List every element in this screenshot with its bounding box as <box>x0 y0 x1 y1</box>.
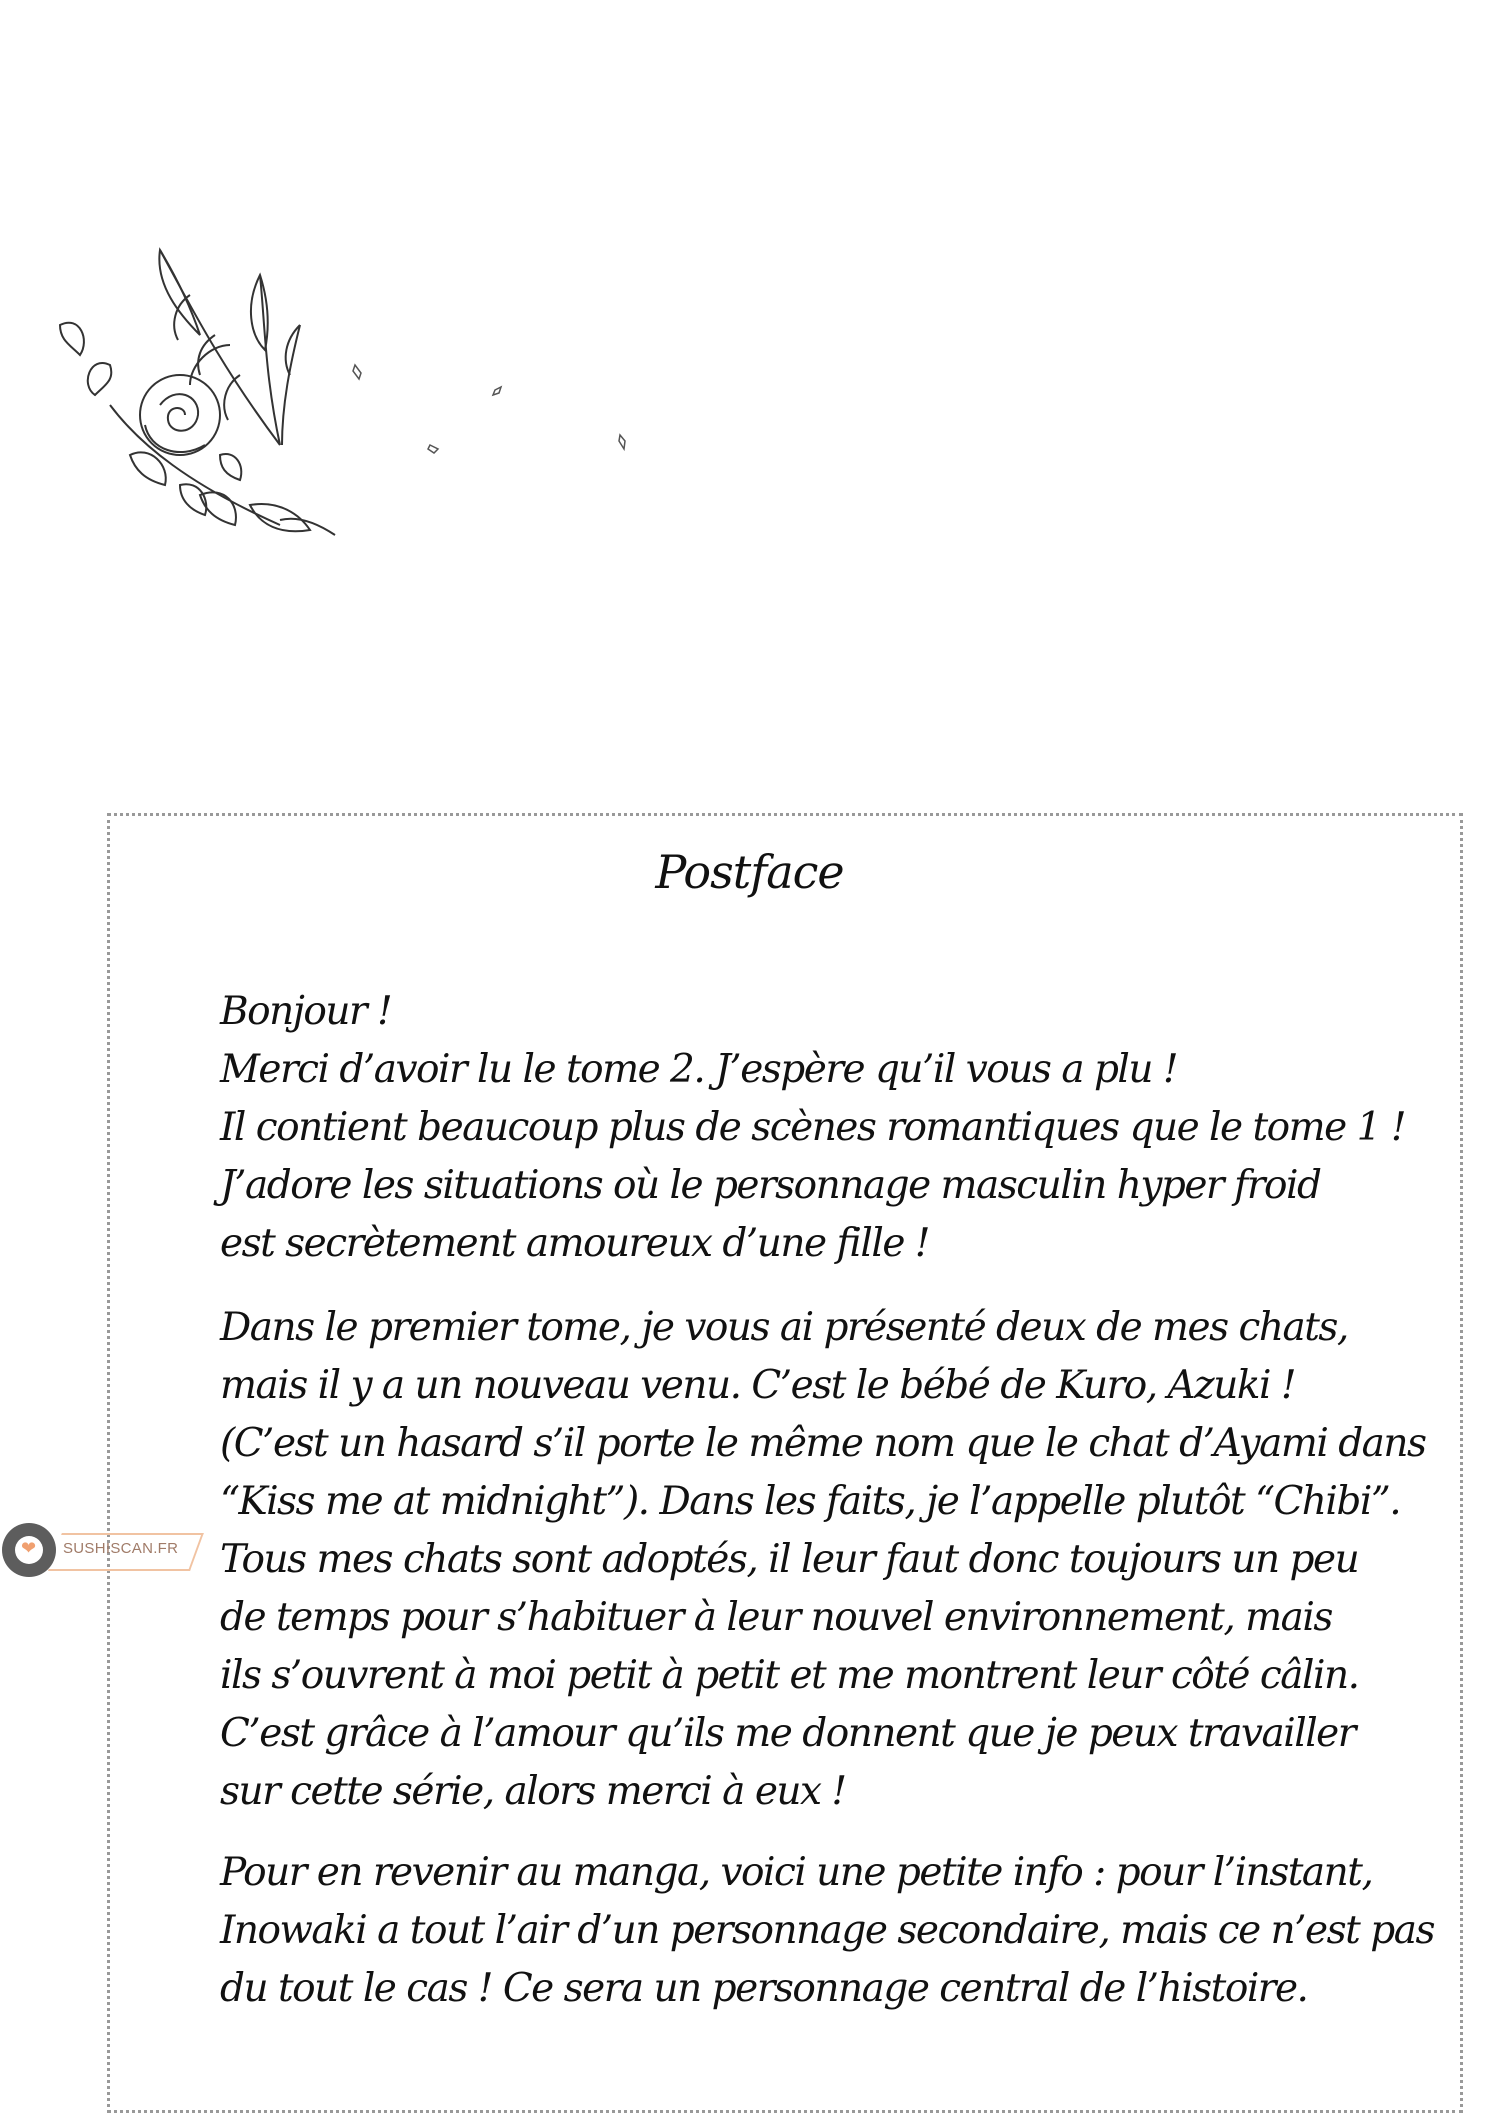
text-line: Tous mes chats sont adoptés, il leur faut donc toujours un peu <box>220 1537 1359 1582</box>
page-title: Postface <box>655 845 844 899</box>
text-line: Il contient beaucoup plus de scènes romantiques que le tome 1 ! <box>220 1105 1405 1150</box>
text-line: “Kiss me at midnight”). Dans les faits, je l’appelle plutôt “Chibi”. <box>220 1479 1401 1524</box>
text-line: de temps pour s’habituer à leur nouvel environnement, mais <box>220 1595 1332 1640</box>
text-line: Dans le premier tome, je vous ai présenté deux de mes chats, <box>220 1305 1348 1350</box>
text-line: Bonjour ! <box>220 989 392 1034</box>
text-line: J’adore les situations où le personnage masculin hyper froid <box>220 1163 1321 1208</box>
text-line: Merci d’avoir lu le tome 2. J’espère qu’il vous a plu ! <box>220 1047 1178 1092</box>
heart-icon: ❤ <box>21 1538 37 1559</box>
text-line: Pour en revenir au manga, voici une petite info : pour l’instant, <box>220 1850 1373 1895</box>
text-line: sur cette série, alors merci à eux ! <box>220 1769 846 1814</box>
rose-illustration <box>50 245 650 575</box>
paragraph-3 <box>220 1844 1434 2018</box>
paragraph-1 <box>220 983 1405 1273</box>
text-line: Inowaki a tout l’air d’un personnage secondaire, mais ce n’est pas <box>220 1908 1434 1953</box>
paragraph-2 <box>220 1299 1426 1821</box>
text-line: ils s’ouvrent à moi petit à petit et me montrent leur côté câlin. <box>220 1653 1359 1698</box>
text-line: mais il y a un nouveau venu. C’est le bébé de Kuro, Azuki ! <box>220 1363 1296 1408</box>
watermark-text: SUSHISCAN.FR <box>63 1540 179 1557</box>
text-line: C’est grâce à l’amour qu’ils me donnent que je peux travailler <box>220 1711 1355 1756</box>
text-line: du tout le cas ! Ce sera un personnage central de l’histoire. <box>220 1966 1308 2011</box>
sushiscan-watermark-badge[interactable] <box>0 1520 205 1582</box>
text-line: est secrètement amoureux d’une fille ! <box>220 1221 929 1266</box>
text-line: (C’est un hasard s’il porte le même nom que le chat d’Ayami dans <box>220 1421 1426 1466</box>
